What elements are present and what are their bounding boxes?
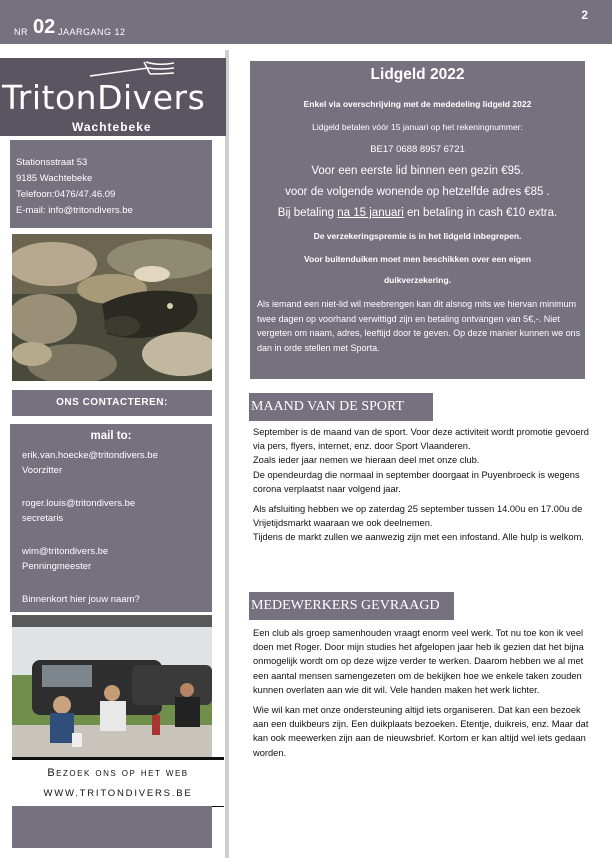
email[interactable]: E-mail: info@tritondivers.be bbox=[16, 205, 133, 216]
sport-paragraph: De opendeurdag die normaal in september doorgaat in Puyenbroeck is wegens corona verplaatst naar volgend jaar. bbox=[253, 469, 580, 494]
page-number: 2 bbox=[581, 8, 588, 22]
sport-article bbox=[253, 425, 591, 545]
recruit-text: Binnenkort hier jouw naam? bbox=[22, 594, 140, 605]
street: Stationsstraat 53 bbox=[16, 157, 88, 168]
contact-role: Penningmeester bbox=[22, 561, 92, 572]
guest-paragraph: Als iemand een niet-lid wil meebrengen kan dit alsnog mits we hiervan minimum twee dagen op voorhand verwittigd zijn en betaling ontvangen van 5€,-. Niet vergeten om naam, adres, leeftijd door te geven. Op deze manier kunnen we ons dan in orde stellen met Sporta. bbox=[257, 299, 581, 353]
contact-email[interactable]: roger.louis@tritondivers.be bbox=[22, 498, 136, 509]
sport-paragraph: Tijdens de markt zullen we aanwezig zijn met een infostand. Alle hulp is welkom. bbox=[253, 532, 584, 543]
website-box bbox=[12, 757, 224, 807]
issue-number: 02 bbox=[33, 16, 56, 38]
membership-fee-box bbox=[250, 61, 585, 379]
abroad-note-1: Voor buitenduiken moet men beschikken over een eigen bbox=[303, 254, 532, 264]
city: 9185 Wachtebeke bbox=[16, 173, 93, 184]
web-visit-text: Bezoek ons op het web bbox=[47, 767, 189, 779]
mail-to-label: mail to: bbox=[90, 430, 132, 442]
fee-line-2: Lidgeld betalen vóór 15 januari op het rekeningnummer: bbox=[312, 122, 523, 132]
jaargang-label: JAARGANG 12 bbox=[58, 27, 126, 37]
sport-paragraph: Als afsluiting hebben we op zaterdag 25 september tussen 14.00u en 17.00u de Vrijetijdsmarkt waaraan we ook deelnemen. bbox=[253, 504, 583, 529]
workers-paragraph: Een club als groep samenhouden vraagt enorm veel werk. Tot nu toe kon ik veel doen met Roger. Door mijn studies het afgelopen jaar heb ik gezien dat het bijna onmogelijk wordt om op deze wijze verder te werken. Daarom hebben we al met een aantal mensen samengezeten om de bekijken hoe we enkele taken zouden kunnen overlaten aan wie dit wil. Vele handen maken het werk lichter. bbox=[253, 628, 584, 695]
logo-town: Wachtebeke bbox=[72, 120, 152, 134]
phone: Telefoon:0476/47.46.09 bbox=[16, 189, 116, 200]
sport-heading: MAAND VAN DE SPORT bbox=[249, 393, 433, 421]
fee-price-1: Voor een eerste lid binnen een gezin €95. bbox=[311, 165, 524, 177]
account-number: BE17 0688 8957 6721 bbox=[370, 144, 465, 155]
contact-heading: ONS CONTACTEREN: bbox=[12, 390, 212, 416]
insurance-note: De verzekeringspremie is in het lidgeld inbegrepen. bbox=[313, 231, 522, 241]
header-band bbox=[0, 0, 612, 44]
club-logo bbox=[0, 58, 226, 136]
issue-label: NR bbox=[14, 27, 28, 37]
cash-text-b: en betaling in cash €10 extra. bbox=[403, 207, 558, 219]
workers-article bbox=[253, 626, 591, 760]
fee-cash-line bbox=[250, 207, 585, 219]
contact-email[interactable]: erik.van.hoecke@tritondivers.be bbox=[22, 450, 158, 461]
fee-price-2: voor de volgende wonende op hetzelfde adres €85 . bbox=[285, 186, 550, 198]
contact-role: secretaris bbox=[22, 513, 64, 524]
fee-title: Lidgeld 2022 bbox=[370, 66, 465, 83]
workers-paragraph: Wie wil kan met onze ondersteuning altijd iets organiseren. Dat kan een bezoek aan een duikbeurs zijn. Een duikplaats bezoeken. Etentje, duikreis, enz. Maar dat kan ook meewerken zijn aan de nieuwsbrief. Kortom er kan altijd wel iets gedaan worden. bbox=[253, 705, 589, 758]
sidebar-shadow bbox=[225, 50, 229, 858]
club-members-photo bbox=[12, 615, 212, 757]
cash-text-a: Bij betaling bbox=[277, 207, 338, 219]
address-block bbox=[10, 140, 212, 228]
sport-paragraph: Zoals ieder jaar nemen we hieraan deel met onze club. bbox=[253, 455, 480, 466]
abroad-note-2: duikverzekering. bbox=[383, 275, 452, 285]
contact-role: Voorzitter bbox=[22, 465, 63, 476]
reef-eel-photo bbox=[12, 234, 212, 381]
contact-email[interactable]: wim@tritondivers.be bbox=[22, 546, 109, 557]
workers-heading: MEDEWERKERS GEVRAAGD bbox=[249, 592, 454, 620]
sport-paragraph: September is de maand van de sport. Voor deze activiteit wordt promotie gevoerd via pers, flyers, internet, enz. door Sport Vlaanderen. bbox=[253, 427, 589, 452]
cash-deadline: na 15 januari bbox=[337, 207, 404, 219]
website-link[interactable]: WWW.TRITONDIVERS.BE bbox=[43, 788, 193, 799]
sidebar-footer-block bbox=[12, 806, 212, 848]
fee-line-1: Enkel via overschrijving met de mededeling lidgeld 2022 bbox=[303, 99, 532, 109]
logo-name: TritonDivers bbox=[2, 78, 206, 117]
contacts-block bbox=[10, 424, 212, 612]
